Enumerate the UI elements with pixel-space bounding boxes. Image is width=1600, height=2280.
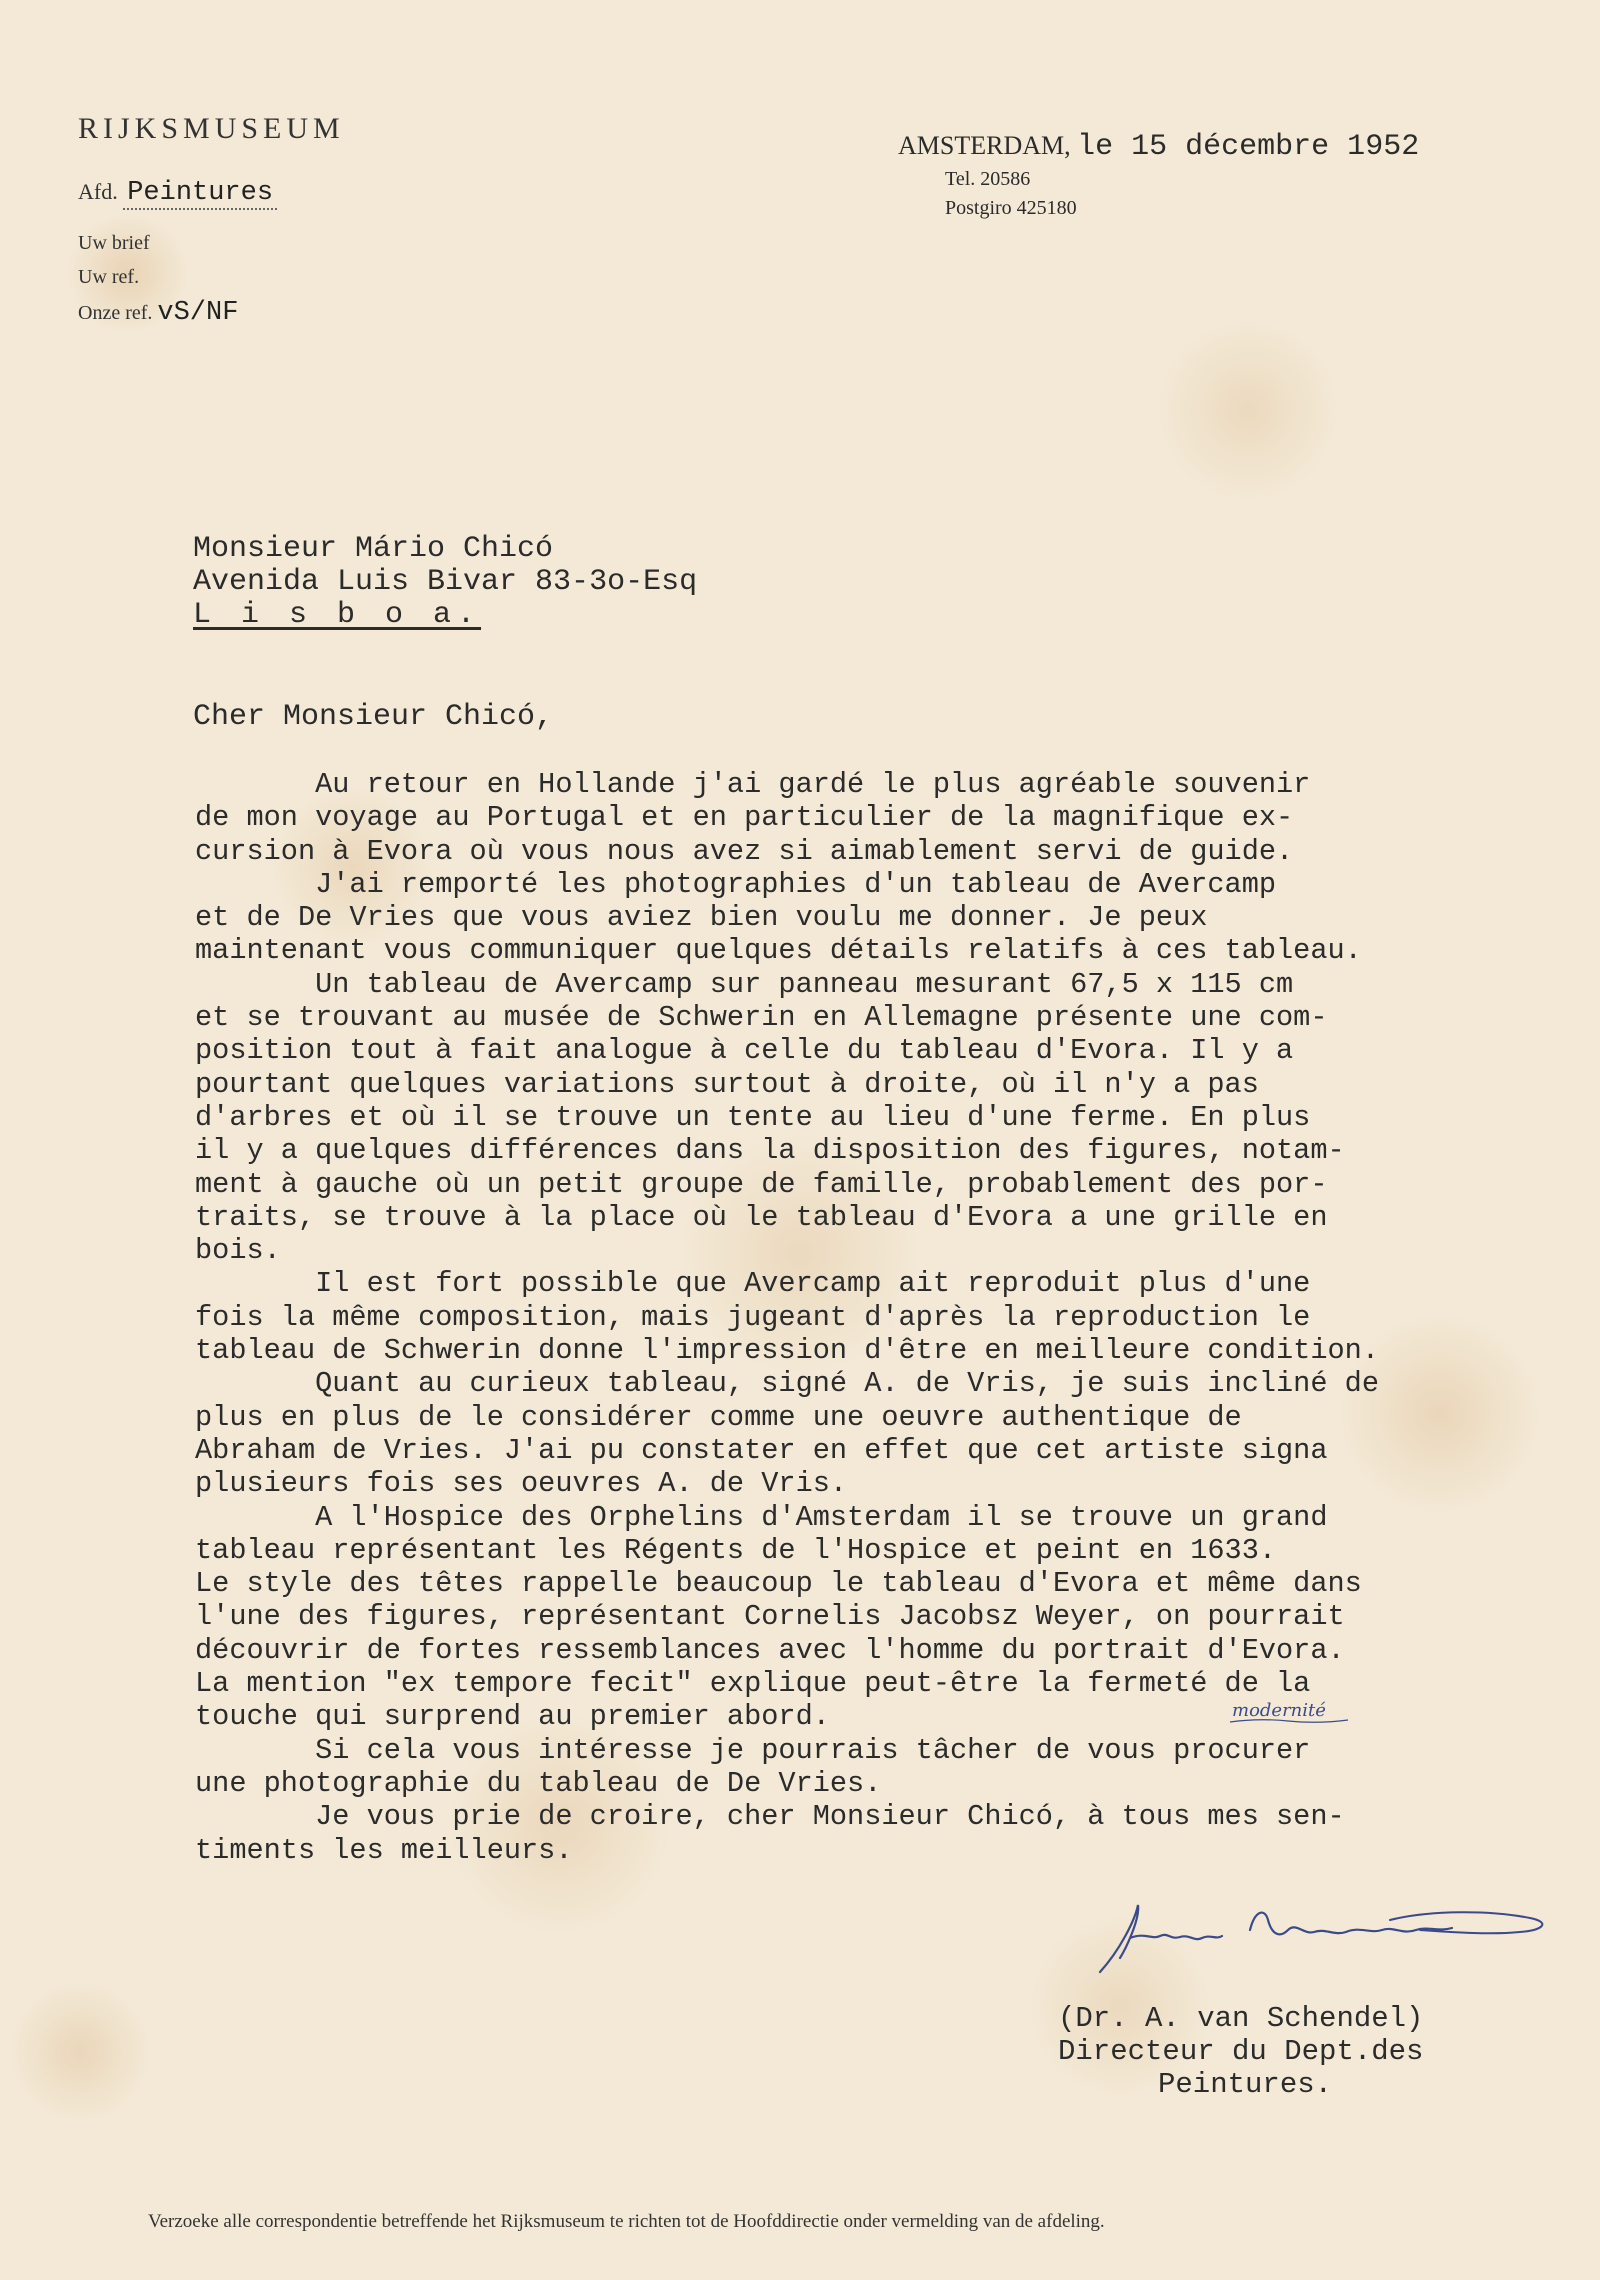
recipient-city: L i s b o a. — [193, 598, 482, 632]
body-line: fois la même composition, mais jugeant d'après la reproduction le — [195, 1300, 1311, 1334]
body-line: ment à gauche où un petit groupe de famille, probablement des por- — [195, 1167, 1328, 1201]
body-line: cursion à Evora où vous nous avez si aimablement servi de guide. — [195, 834, 1294, 868]
place: AMSTERDAM, — [898, 131, 1071, 160]
handwritten-signature — [1090, 1880, 1560, 1990]
footer-note: Verzoeke alle correspondentie betreffende het Rijksmuseum te richten tot de Hoofddirectie onder vermelding van de afdeling. — [148, 2211, 1105, 2232]
signatory-title: Directeur du Dept.des — [1058, 2035, 1424, 2068]
salutation: Cher Monsieur Chicó, — [193, 700, 554, 734]
body-line: La mention "ex tempore fecit" explique peut-être la fermeté de la — [195, 1667, 1311, 1701]
signatory-title-cont: Peintures. — [1158, 2068, 1333, 2101]
svg-text:modernité: modernité — [1232, 1700, 1326, 1721]
uw-brief-label: Uw brief — [78, 232, 150, 254]
body-line: Quant au curieux tableau, signé A. de Vris, je suis incliné de — [195, 1367, 1379, 1401]
body-line: tableau de Schwerin donne l'impression d'être en meilleure condition. — [195, 1334, 1379, 1368]
body-line: bois. — [195, 1234, 281, 1268]
body-line: une photographie du tableau de De Vries. — [195, 1766, 882, 1800]
letter-date: le 15 décembre 1952 — [1077, 130, 1420, 164]
body-line: position tout à fait analogue à celle du tableau d'Evora. Il y a — [195, 1034, 1294, 1068]
body-line: maintenant vous communiquer quelques détails relatifs à ces tableau. — [195, 934, 1362, 968]
postgiro: Postgiro 425180 — [945, 197, 1077, 219]
body-line: J'ai remporté les photographies d'un tableau de Avercamp — [195, 867, 1277, 901]
body-line: d'arbres et où il se trouve un tente au lieu d'une ferme. En plus — [195, 1100, 1311, 1134]
body-line: découvrir de fortes ressemblances avec l'homme du portrait d'Evora. — [195, 1633, 1345, 1667]
body-line: Il est fort possible que Avercamp ait reproduit plus d'une — [195, 1267, 1311, 1301]
body-line: de mon voyage au Portugal et en particulier de la magnifique ex- — [195, 801, 1294, 835]
body-line: Un tableau de Avercamp sur panneau mesurant 67,5 x 115 cm — [195, 967, 1294, 1001]
body-line: l'une des figures, représentant Cornelis Jacobsz Weyer, on pourrait — [195, 1600, 1345, 1634]
letterhead-organization: RIJKSMUSEUM — [78, 112, 345, 145]
body-line: Abraham de Vries. J'ai pu constater en effet que cet artiste signa — [195, 1433, 1328, 1467]
onze-ref-label: Onze ref. — [78, 302, 153, 324]
signature-block — [1058, 2002, 1423, 2101]
body-line: traits, se trouve à la place où le tableau d'Evora a une grille en — [195, 1200, 1328, 1234]
signatory-name: (Dr. A. van Schendel) — [1058, 2002, 1424, 2035]
recipient-street: Avenida Luis Bivar 83-3o-Esq — [193, 565, 698, 599]
body-line: Si cela vous intéresse je pourrais tâcher de vous procurer — [195, 1733, 1311, 1767]
body-line: Au retour en Hollande j'ai gardé le plus agréable souvenir — [195, 768, 1311, 801]
recipient-name: Monsieur Mário Chicó — [193, 532, 554, 566]
telephone: Tel. 20586 — [945, 168, 1031, 190]
uw-ref-label: Uw ref. — [78, 266, 140, 288]
handwritten-annotation — [1228, 1698, 1388, 1726]
body-line: plusieurs fois ses oeuvres A. de Vris. — [195, 1467, 848, 1501]
onze-ref-value: vS/NF — [157, 298, 239, 328]
onze-ref-line — [78, 298, 238, 328]
body-line: Le style des têtes rappelle beaucoup le tableau d'Evora et même dans — [195, 1567, 1362, 1601]
body-line: timents les meilleurs. — [195, 1833, 573, 1867]
afd-value: Peintures — [123, 178, 277, 210]
body-line: touche qui surprend au premier abord. — [195, 1700, 830, 1734]
body-line: tableau représentant les Régents de l'Hospice et peint en 1633. — [195, 1533, 1277, 1567]
body-line: pourtant quelques variations surtout à droite, où il n'y a pas — [195, 1067, 1259, 1101]
afd-label: Afd. — [78, 179, 118, 204]
body-line: et se trouvant au musée de Schwerin en Allemagne présente une com- — [195, 1001, 1328, 1035]
department-line — [78, 178, 277, 208]
body-line: A l'Hospice des Orphelins d'Amsterdam il se trouve un grand — [195, 1500, 1328, 1534]
body-line: et de De Vries que vous aviez bien voulu me donner. Je peux — [195, 901, 1208, 935]
body-line: plus en plus de le considérer comme une oeuvre authentique de — [195, 1400, 1242, 1434]
body-line: il y a quelques différences dans la disposition des figures, notam- — [195, 1134, 1345, 1168]
place-date-line — [898, 130, 1419, 164]
body-line: Je vous prie de croire, cher Monsieur Chicó, à tous mes sen- — [195, 1800, 1345, 1834]
